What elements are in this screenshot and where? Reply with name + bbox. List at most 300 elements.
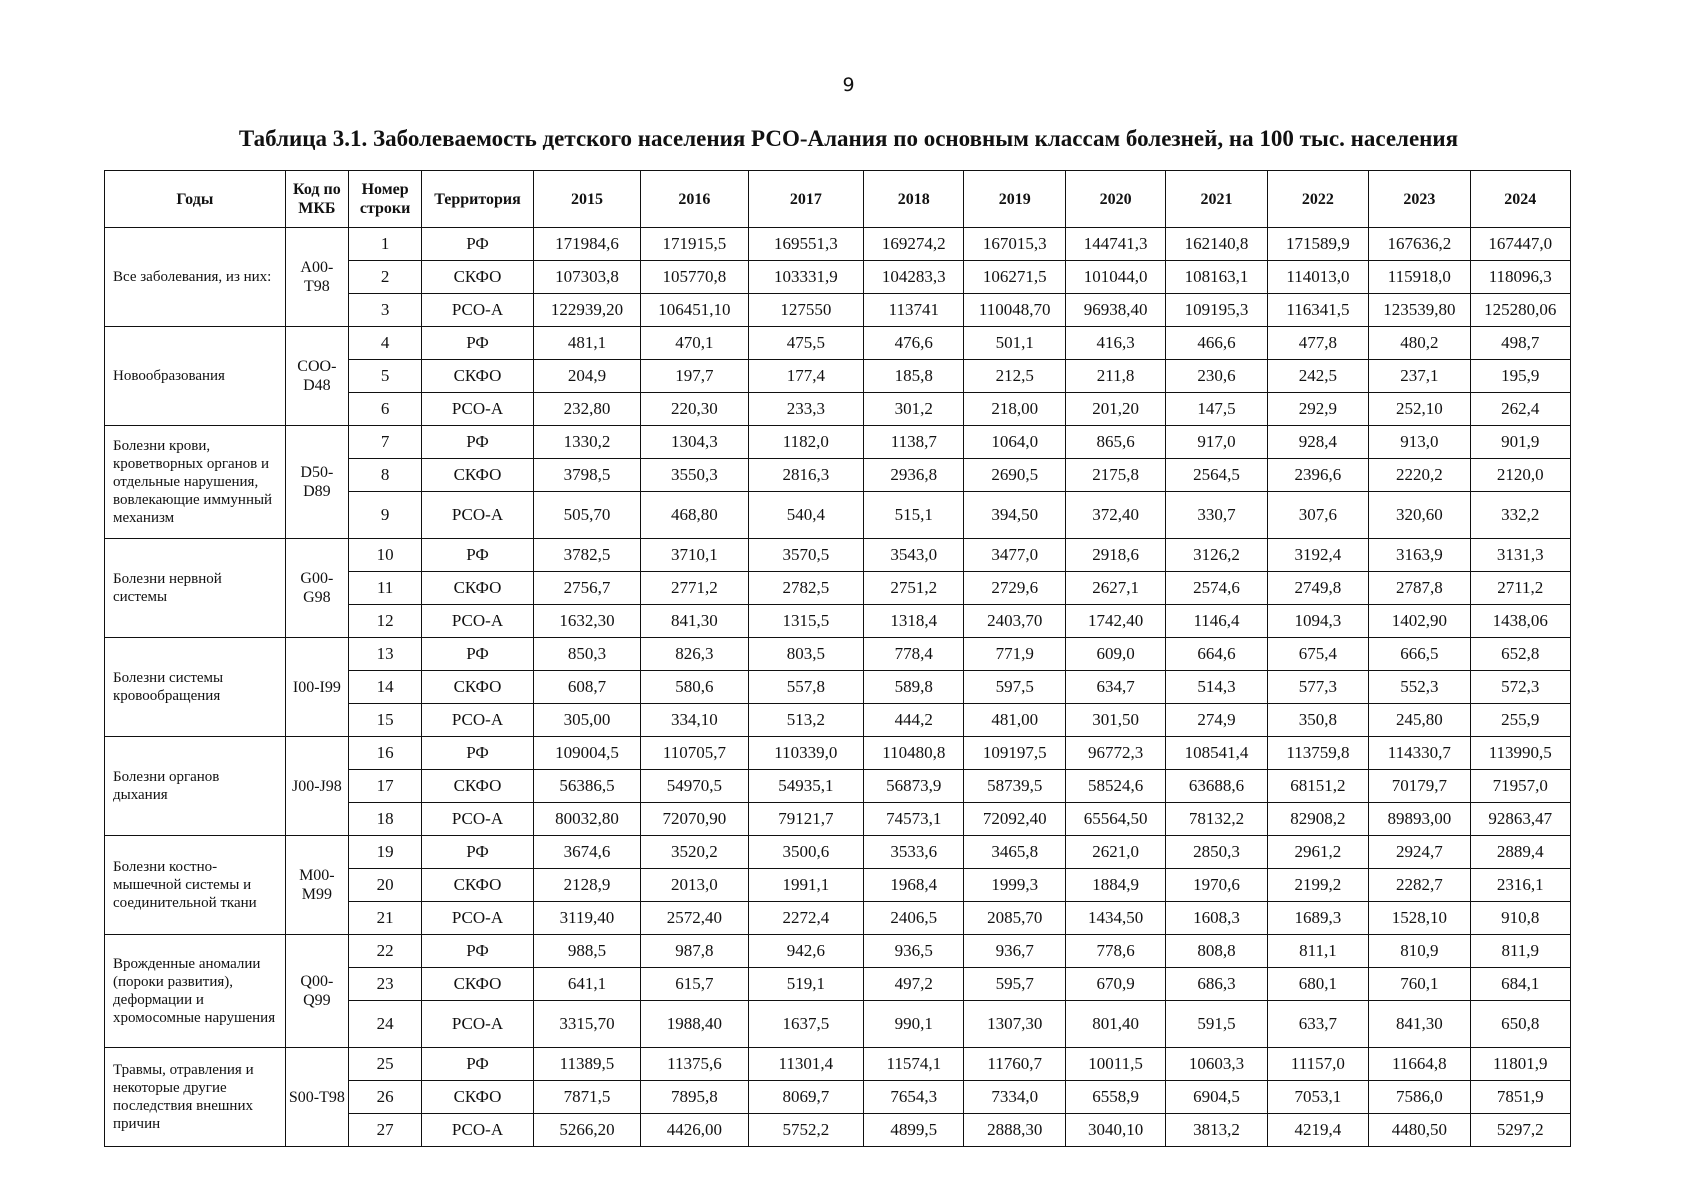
value-cell: 760,1 bbox=[1369, 968, 1470, 1001]
value-cell: 56386,5 bbox=[533, 770, 640, 803]
value-cell: 2316,1 bbox=[1470, 869, 1570, 902]
value-cell: 917,0 bbox=[1166, 426, 1267, 459]
value-cell: 1988,40 bbox=[641, 1001, 748, 1048]
value-cell: 7334,0 bbox=[964, 1081, 1065, 1114]
value-cell: 171589,9 bbox=[1267, 228, 1368, 261]
value-cell: 4426,00 bbox=[641, 1114, 748, 1147]
row-number-cell: 20 bbox=[348, 869, 421, 902]
territory-cell: РСО-А bbox=[422, 492, 533, 539]
value-cell: 301,50 bbox=[1065, 704, 1165, 737]
value-cell: 1318,4 bbox=[864, 605, 964, 638]
value-cell: 70179,7 bbox=[1369, 770, 1470, 803]
row-number-cell: 2 bbox=[348, 261, 421, 294]
value-cell: 1138,7 bbox=[864, 426, 964, 459]
row-number-cell: 24 bbox=[348, 1001, 421, 1048]
value-cell: 11157,0 bbox=[1267, 1048, 1368, 1081]
value-cell: 609,0 bbox=[1065, 638, 1165, 671]
page-number: 9 bbox=[842, 74, 855, 96]
value-cell: 2199,2 bbox=[1267, 869, 1368, 902]
value-cell: 1304,3 bbox=[641, 426, 748, 459]
value-cell: 7586,0 bbox=[1369, 1081, 1470, 1114]
value-cell: 11574,1 bbox=[864, 1048, 964, 1081]
value-cell: 109197,5 bbox=[964, 737, 1065, 770]
value-cell: 468,80 bbox=[641, 492, 748, 539]
value-cell: 477,8 bbox=[1267, 327, 1368, 360]
value-cell: 220,30 bbox=[641, 393, 748, 426]
row-number-cell: 8 bbox=[348, 459, 421, 492]
value-cell: 7895,8 bbox=[641, 1081, 748, 1114]
value-cell: 201,20 bbox=[1065, 393, 1165, 426]
value-cell: 4480,50 bbox=[1369, 1114, 1470, 1147]
row-number-cell: 4 bbox=[348, 327, 421, 360]
row-number-cell: 5 bbox=[348, 360, 421, 393]
value-cell: 2961,2 bbox=[1267, 836, 1368, 869]
value-cell: 10011,5 bbox=[1065, 1048, 1165, 1081]
value-cell: 82908,2 bbox=[1267, 803, 1368, 836]
territory-cell: РФ bbox=[422, 327, 533, 360]
value-cell: 11760,7 bbox=[964, 1048, 1065, 1081]
value-cell: 242,5 bbox=[1267, 360, 1368, 393]
table-row bbox=[105, 539, 1571, 572]
value-cell: 65564,50 bbox=[1065, 803, 1165, 836]
value-cell: 634,7 bbox=[1065, 671, 1165, 704]
value-cell: 552,3 bbox=[1369, 671, 1470, 704]
value-cell: 810,9 bbox=[1369, 935, 1470, 968]
value-cell: 114330,7 bbox=[1369, 737, 1470, 770]
value-cell: 1438,06 bbox=[1470, 605, 1570, 638]
value-cell: 3315,70 bbox=[533, 1001, 640, 1048]
disease-class-cell: Болезни органов дыхания bbox=[105, 737, 286, 836]
table-row bbox=[105, 737, 1571, 770]
value-cell: 127550 bbox=[748, 294, 863, 327]
value-cell: 2627,1 bbox=[1065, 572, 1165, 605]
value-cell: 913,0 bbox=[1369, 426, 1470, 459]
value-cell: 11664,8 bbox=[1369, 1048, 1470, 1081]
value-cell: 3782,5 bbox=[533, 539, 640, 572]
value-cell: 252,10 bbox=[1369, 393, 1470, 426]
header-year: 2021 bbox=[1166, 171, 1267, 228]
value-cell: 105770,8 bbox=[641, 261, 748, 294]
value-cell: 2756,7 bbox=[533, 572, 640, 605]
table-row bbox=[105, 836, 1571, 869]
value-cell: 1742,40 bbox=[1065, 605, 1165, 638]
disease-class-cell: Врожденные аномалии (пороки развития), деформации и хромосомные нарушения bbox=[105, 935, 286, 1048]
value-cell: 1689,3 bbox=[1267, 902, 1368, 935]
row-number-cell: 21 bbox=[348, 902, 421, 935]
row-number-cell: 17 bbox=[348, 770, 421, 803]
value-cell: 113741 bbox=[864, 294, 964, 327]
value-cell: 332,2 bbox=[1470, 492, 1570, 539]
value-cell: 7851,9 bbox=[1470, 1081, 1570, 1114]
value-cell: 595,7 bbox=[964, 968, 1065, 1001]
value-cell: 79121,7 bbox=[748, 803, 863, 836]
value-cell: 3131,3 bbox=[1470, 539, 1570, 572]
row-number-cell: 14 bbox=[348, 671, 421, 704]
value-cell: 54935,1 bbox=[748, 770, 863, 803]
value-cell: 185,8 bbox=[864, 360, 964, 393]
value-cell: 2403,70 bbox=[964, 605, 1065, 638]
value-cell: 481,1 bbox=[533, 327, 640, 360]
row-number-cell: 27 bbox=[348, 1114, 421, 1147]
table-row bbox=[105, 638, 1571, 671]
value-cell: 2572,40 bbox=[641, 902, 748, 935]
value-cell: 684,1 bbox=[1470, 968, 1570, 1001]
value-cell: 2751,2 bbox=[864, 572, 964, 605]
icd-code-cell: J00-J98 bbox=[285, 737, 348, 836]
value-cell: 811,9 bbox=[1470, 935, 1570, 968]
territory-cell: РСО-А bbox=[422, 704, 533, 737]
value-cell: 841,30 bbox=[641, 605, 748, 638]
value-cell: 334,10 bbox=[641, 704, 748, 737]
value-cell: 990,1 bbox=[864, 1001, 964, 1048]
value-cell: 63688,6 bbox=[1166, 770, 1267, 803]
value-cell: 936,5 bbox=[864, 935, 964, 968]
territory-cell: РФ bbox=[422, 737, 533, 770]
table-row bbox=[105, 1048, 1571, 1081]
value-cell: 597,5 bbox=[964, 671, 1065, 704]
value-cell: 608,7 bbox=[533, 671, 640, 704]
value-cell: 2787,8 bbox=[1369, 572, 1470, 605]
value-cell: 2888,30 bbox=[964, 1114, 1065, 1147]
value-cell: 92863,47 bbox=[1470, 803, 1570, 836]
value-cell: 2564,5 bbox=[1166, 459, 1267, 492]
value-cell: 74573,1 bbox=[864, 803, 964, 836]
disease-class-cell: Новообразования bbox=[105, 327, 286, 426]
value-cell: 987,8 bbox=[641, 935, 748, 968]
value-cell: 936,7 bbox=[964, 935, 1065, 968]
territory-cell: СКФО bbox=[422, 869, 533, 902]
row-number-cell: 10 bbox=[348, 539, 421, 572]
row-number-cell: 1 bbox=[348, 228, 421, 261]
value-cell: 80032,80 bbox=[533, 803, 640, 836]
value-cell: 515,1 bbox=[864, 492, 964, 539]
value-cell: 1970,6 bbox=[1166, 869, 1267, 902]
value-cell: 2175,8 bbox=[1065, 459, 1165, 492]
value-cell: 513,2 bbox=[748, 704, 863, 737]
value-cell: 1968,4 bbox=[864, 869, 964, 902]
icd-code-cell: D50-D89 bbox=[285, 426, 348, 539]
value-cell: 2711,2 bbox=[1470, 572, 1570, 605]
value-cell: 801,40 bbox=[1065, 1001, 1165, 1048]
row-number-cell: 18 bbox=[348, 803, 421, 836]
value-cell: 171984,6 bbox=[533, 228, 640, 261]
value-cell: 103331,9 bbox=[748, 261, 863, 294]
value-cell: 591,5 bbox=[1166, 1001, 1267, 1048]
value-cell: 1632,30 bbox=[533, 605, 640, 638]
value-cell: 237,1 bbox=[1369, 360, 1470, 393]
value-cell: 3465,8 bbox=[964, 836, 1065, 869]
value-cell: 2690,5 bbox=[964, 459, 1065, 492]
value-cell: 476,6 bbox=[864, 327, 964, 360]
row-number-cell: 23 bbox=[348, 968, 421, 1001]
value-cell: 3533,6 bbox=[864, 836, 964, 869]
value-cell: 2918,6 bbox=[1065, 539, 1165, 572]
value-cell: 115918,0 bbox=[1369, 261, 1470, 294]
value-cell: 255,9 bbox=[1470, 704, 1570, 737]
value-cell: 2220,2 bbox=[1369, 459, 1470, 492]
row-number-cell: 16 bbox=[348, 737, 421, 770]
value-cell: 1637,5 bbox=[748, 1001, 863, 1048]
territory-cell: РСО-А bbox=[422, 1001, 533, 1048]
value-cell: 169551,3 bbox=[748, 228, 863, 261]
value-cell: 850,3 bbox=[533, 638, 640, 671]
row-number-cell: 15 bbox=[348, 704, 421, 737]
value-cell: 107303,8 bbox=[533, 261, 640, 294]
row-number-cell: 7 bbox=[348, 426, 421, 459]
value-cell: 123539,80 bbox=[1369, 294, 1470, 327]
value-cell: 11801,9 bbox=[1470, 1048, 1570, 1081]
territory-cell: СКФО bbox=[422, 360, 533, 393]
value-cell: 666,5 bbox=[1369, 638, 1470, 671]
header-group: Годы bbox=[105, 171, 286, 228]
value-cell: 108541,4 bbox=[1166, 737, 1267, 770]
value-cell: 826,3 bbox=[641, 638, 748, 671]
value-cell: 680,1 bbox=[1267, 968, 1368, 1001]
disease-class-cell: Все заболевания, из них: bbox=[105, 228, 286, 327]
value-cell: 3543,0 bbox=[864, 539, 964, 572]
icd-code-cell: S00-T98 bbox=[285, 1048, 348, 1147]
value-cell: 1884,9 bbox=[1065, 869, 1165, 902]
value-cell: 480,2 bbox=[1369, 327, 1470, 360]
value-cell: 2272,4 bbox=[748, 902, 863, 935]
value-cell: 167447,0 bbox=[1470, 228, 1570, 261]
value-cell: 113759,8 bbox=[1267, 737, 1368, 770]
value-cell: 942,6 bbox=[748, 935, 863, 968]
disease-class-cell: Болезни крови, кроветворных органов и отдельные нарушения, вовлекающие иммунный механизм bbox=[105, 426, 286, 539]
value-cell: 988,5 bbox=[533, 935, 640, 968]
morbidity-table bbox=[104, 170, 1571, 1147]
value-cell: 416,3 bbox=[1065, 327, 1165, 360]
value-cell: 3813,2 bbox=[1166, 1114, 1267, 1147]
row-number-cell: 3 bbox=[348, 294, 421, 327]
value-cell: 118096,3 bbox=[1470, 261, 1570, 294]
value-cell: 901,9 bbox=[1470, 426, 1570, 459]
value-cell: 2120,0 bbox=[1470, 459, 1570, 492]
icd-code-cell: COO-D48 bbox=[285, 327, 348, 426]
value-cell: 125280,06 bbox=[1470, 294, 1570, 327]
value-cell: 2816,3 bbox=[748, 459, 863, 492]
value-cell: 106271,5 bbox=[964, 261, 1065, 294]
value-cell: 771,9 bbox=[964, 638, 1065, 671]
value-cell: 11389,5 bbox=[533, 1048, 640, 1081]
value-cell: 650,8 bbox=[1470, 1001, 1570, 1048]
value-cell: 2621,0 bbox=[1065, 836, 1165, 869]
value-cell: 212,5 bbox=[964, 360, 1065, 393]
value-cell: 498,7 bbox=[1470, 327, 1570, 360]
value-cell: 1608,3 bbox=[1166, 902, 1267, 935]
header-year: 2018 bbox=[864, 171, 964, 228]
value-cell: 68151,2 bbox=[1267, 770, 1368, 803]
value-cell: 2749,8 bbox=[1267, 572, 1368, 605]
header-row bbox=[105, 171, 1571, 228]
value-cell: 110048,70 bbox=[964, 294, 1065, 327]
value-cell: 2396,6 bbox=[1267, 459, 1368, 492]
value-cell: 104283,3 bbox=[864, 261, 964, 294]
territory-cell: СКФО bbox=[422, 671, 533, 704]
value-cell: 470,1 bbox=[641, 327, 748, 360]
value-cell: 577,3 bbox=[1267, 671, 1368, 704]
value-cell: 1330,2 bbox=[533, 426, 640, 459]
territory-cell: СКФО bbox=[422, 1081, 533, 1114]
value-cell: 89893,00 bbox=[1369, 803, 1470, 836]
value-cell: 633,7 bbox=[1267, 1001, 1368, 1048]
value-cell: 4219,4 bbox=[1267, 1114, 1368, 1147]
value-cell: 2406,5 bbox=[864, 902, 964, 935]
value-cell: 6558,9 bbox=[1065, 1081, 1165, 1114]
value-cell: 110339,0 bbox=[748, 737, 863, 770]
header-year: 2019 bbox=[964, 171, 1065, 228]
value-cell: 481,00 bbox=[964, 704, 1065, 737]
value-cell: 865,6 bbox=[1065, 426, 1165, 459]
value-cell: 1307,30 bbox=[964, 1001, 1065, 1048]
value-cell: 211,8 bbox=[1065, 360, 1165, 393]
value-cell: 96772,3 bbox=[1065, 737, 1165, 770]
value-cell: 2889,4 bbox=[1470, 836, 1570, 869]
territory-cell: СКФО bbox=[422, 770, 533, 803]
row-number-cell: 12 bbox=[348, 605, 421, 638]
value-cell: 803,5 bbox=[748, 638, 863, 671]
icd-code-cell: G00-G98 bbox=[285, 539, 348, 638]
territory-cell: РСО-А bbox=[422, 605, 533, 638]
value-cell: 2574,6 bbox=[1166, 572, 1267, 605]
value-cell: 778,4 bbox=[864, 638, 964, 671]
value-cell: 262,4 bbox=[1470, 393, 1570, 426]
value-cell: 1434,50 bbox=[1065, 902, 1165, 935]
territory-cell: РФ bbox=[422, 426, 533, 459]
value-cell: 232,80 bbox=[533, 393, 640, 426]
value-cell: 1528,10 bbox=[1369, 902, 1470, 935]
value-cell: 7053,1 bbox=[1267, 1081, 1368, 1114]
row-number-cell: 19 bbox=[348, 836, 421, 869]
value-cell: 3192,4 bbox=[1267, 539, 1368, 572]
value-cell: 580,6 bbox=[641, 671, 748, 704]
header-year: 2016 bbox=[641, 171, 748, 228]
value-cell: 147,5 bbox=[1166, 393, 1267, 426]
row-number-cell: 6 bbox=[348, 393, 421, 426]
value-cell: 218,00 bbox=[964, 393, 1065, 426]
value-cell: 169274,2 bbox=[864, 228, 964, 261]
value-cell: 3040,10 bbox=[1065, 1114, 1165, 1147]
value-cell: 320,60 bbox=[1369, 492, 1470, 539]
row-number-cell: 9 bbox=[348, 492, 421, 539]
value-cell: 2924,7 bbox=[1369, 836, 1470, 869]
value-cell: 3477,0 bbox=[964, 539, 1065, 572]
value-cell: 56873,9 bbox=[864, 770, 964, 803]
value-cell: 652,8 bbox=[1470, 638, 1570, 671]
territory-cell: РФ bbox=[422, 638, 533, 671]
value-cell: 3550,3 bbox=[641, 459, 748, 492]
value-cell: 10603,3 bbox=[1166, 1048, 1267, 1081]
disease-class-cell: Травмы, отравления и некоторые другие последствия внешних причин bbox=[105, 1048, 286, 1147]
value-cell: 245,80 bbox=[1369, 704, 1470, 737]
value-cell: 116341,5 bbox=[1267, 294, 1368, 327]
value-cell: 3119,40 bbox=[533, 902, 640, 935]
territory-cell: СКФО bbox=[422, 261, 533, 294]
value-cell: 2729,6 bbox=[964, 572, 1065, 605]
value-cell: 519,1 bbox=[748, 968, 863, 1001]
value-cell: 6904,5 bbox=[1166, 1081, 1267, 1114]
morbidity-table-container bbox=[104, 170, 1571, 1147]
territory-cell: РФ bbox=[422, 1048, 533, 1081]
header-year: 2017 bbox=[748, 171, 863, 228]
value-cell: 11375,6 bbox=[641, 1048, 748, 1081]
value-cell: 540,4 bbox=[748, 492, 863, 539]
value-cell: 58524,6 bbox=[1065, 770, 1165, 803]
territory-cell: СКФО bbox=[422, 968, 533, 1001]
value-cell: 2782,5 bbox=[748, 572, 863, 605]
value-cell: 71957,0 bbox=[1470, 770, 1570, 803]
territory-cell: РСО-А bbox=[422, 1114, 533, 1147]
icd-code-cell: A00-T98 bbox=[285, 228, 348, 327]
territory-cell: РСО-А bbox=[422, 393, 533, 426]
value-cell: 109195,3 bbox=[1166, 294, 1267, 327]
value-cell: 5752,2 bbox=[748, 1114, 863, 1147]
value-cell: 615,7 bbox=[641, 968, 748, 1001]
header-code: Код по МКБ bbox=[285, 171, 348, 228]
value-cell: 686,3 bbox=[1166, 968, 1267, 1001]
territory-cell: РФ bbox=[422, 935, 533, 968]
value-cell: 113990,5 bbox=[1470, 737, 1570, 770]
header-year: 2015 bbox=[533, 171, 640, 228]
value-cell: 1094,3 bbox=[1267, 605, 1368, 638]
value-cell: 204,9 bbox=[533, 360, 640, 393]
value-cell: 122939,20 bbox=[533, 294, 640, 327]
header-year: 2023 bbox=[1369, 171, 1470, 228]
territory-cell: СКФО bbox=[422, 572, 533, 605]
value-cell: 162140,8 bbox=[1166, 228, 1267, 261]
value-cell: 497,2 bbox=[864, 968, 964, 1001]
header-year: 2020 bbox=[1065, 171, 1165, 228]
value-cell: 2282,7 bbox=[1369, 869, 1470, 902]
territory-cell: СКФО bbox=[422, 459, 533, 492]
header-row-number: Номер строки bbox=[348, 171, 421, 228]
row-number-cell: 11 bbox=[348, 572, 421, 605]
value-cell: 274,9 bbox=[1166, 704, 1267, 737]
value-cell: 167636,2 bbox=[1369, 228, 1470, 261]
value-cell: 3500,6 bbox=[748, 836, 863, 869]
value-cell: 72092,40 bbox=[964, 803, 1065, 836]
icd-code-cell: Q00-Q99 bbox=[285, 935, 348, 1048]
table-row bbox=[105, 426, 1571, 459]
value-cell: 197,7 bbox=[641, 360, 748, 393]
row-number-cell: 22 bbox=[348, 935, 421, 968]
value-cell: 444,2 bbox=[864, 704, 964, 737]
value-cell: 54970,5 bbox=[641, 770, 748, 803]
value-cell: 233,3 bbox=[748, 393, 863, 426]
value-cell: 557,8 bbox=[748, 671, 863, 704]
value-cell: 330,7 bbox=[1166, 492, 1267, 539]
value-cell: 230,6 bbox=[1166, 360, 1267, 393]
value-cell: 670,9 bbox=[1065, 968, 1165, 1001]
value-cell: 4899,5 bbox=[864, 1114, 964, 1147]
header-territory: Территория bbox=[422, 171, 533, 228]
value-cell: 114013,0 bbox=[1267, 261, 1368, 294]
icd-code-cell: M00-M99 bbox=[285, 836, 348, 935]
value-cell: 5297,2 bbox=[1470, 1114, 1570, 1147]
value-cell: 2936,8 bbox=[864, 459, 964, 492]
value-cell: 514,3 bbox=[1166, 671, 1267, 704]
territory-cell: РСО-А bbox=[422, 902, 533, 935]
table-row bbox=[105, 935, 1571, 968]
value-cell: 7654,3 bbox=[864, 1081, 964, 1114]
value-cell: 910,8 bbox=[1470, 902, 1570, 935]
table-row bbox=[105, 327, 1571, 360]
territory-cell: РСО-А bbox=[422, 294, 533, 327]
table-body bbox=[105, 228, 1571, 1147]
value-cell: 572,3 bbox=[1470, 671, 1570, 704]
table-row bbox=[105, 228, 1571, 261]
icd-code-cell: I00-I99 bbox=[285, 638, 348, 737]
